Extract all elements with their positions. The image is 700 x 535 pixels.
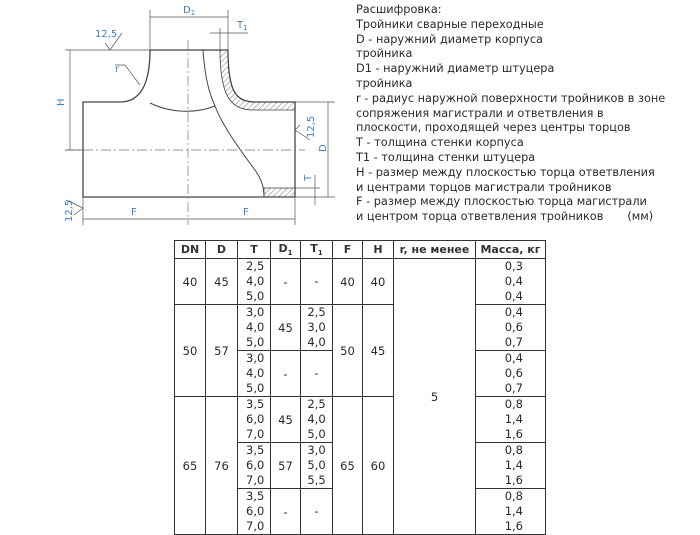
svg-text:D: D (318, 144, 329, 152)
cell-t (238, 489, 271, 535)
legend-line: H - размер между плоскостью торца ответвления (356, 165, 655, 179)
cell-mass-value: 0,7 (504, 381, 523, 395)
cell-t (238, 259, 271, 305)
cell-t-value: 5,0 (246, 381, 265, 395)
column-header: D (206, 241, 238, 259)
legend-line: тройника (356, 76, 413, 90)
column-header: $T_1$ (301, 241, 333, 259)
legend-text (356, 3, 665, 225)
cell-t1 (301, 351, 333, 397)
column-header: H (363, 241, 394, 259)
svg-text:r: r (115, 64, 120, 75)
cell-mass (476, 259, 546, 305)
cell-t (238, 397, 271, 443)
cell-mass-value: 1,4 (504, 412, 523, 426)
cell-t1-value: 4,0 (307, 412, 326, 426)
cell-t (238, 351, 271, 397)
cell-t-value: 3,0 (246, 305, 265, 319)
legend-line: D1 - наружний диаметр штуцера (356, 62, 555, 76)
legend-line: и центрами торцов магистрали тройников (356, 180, 612, 194)
cell-dn: 65 (175, 397, 206, 535)
legend-line: сопряжения магистрали и ответвления в (356, 106, 604, 120)
column-header: $D_1$ (271, 241, 301, 259)
cell-mass-value: 0,8 (504, 489, 523, 503)
cell-h: 40 (363, 259, 394, 305)
cell-t1-value: - (314, 366, 319, 380)
cell-t (238, 305, 271, 351)
cell-mass-value: 0,8 (504, 397, 523, 411)
cell-d1: - (271, 489, 301, 535)
column-header: F (333, 241, 363, 259)
cell-t1 (301, 259, 333, 305)
cell-t-value: 4,0 (246, 274, 265, 288)
cell-t1-value: 2,5 (307, 305, 326, 319)
cell-f: 40 (333, 259, 363, 305)
hatched-branch-wall (220, 50, 295, 110)
cell-f: 65 (333, 397, 363, 535)
cell-d1: 57 (271, 443, 301, 489)
legend-line-text: и центром торца ответвления тройников (356, 210, 604, 224)
cell-t-value: 7,0 (246, 473, 265, 487)
cell-d1: 45 (271, 305, 301, 351)
table-row (175, 259, 546, 305)
cell-dn: 40 (175, 259, 206, 305)
cell-mass-value: 0,4 (504, 305, 523, 319)
cell-t (238, 443, 271, 489)
svg-text:D1: $D_1$ (183, 5, 196, 17)
cell-t-value: 4,0 (246, 320, 265, 334)
svg-text:T: T (303, 174, 314, 181)
cell-t-value: 6,0 (246, 458, 265, 472)
table-row (175, 397, 546, 443)
svg-text:F: F (131, 207, 137, 218)
cell-d: 76 (206, 397, 238, 535)
cell-mass-value: 1,4 (504, 458, 523, 472)
cell-t-value: 3,5 (246, 443, 265, 457)
cell-mass-value: 1,4 (504, 504, 523, 518)
cell-t1-value: 4,0 (307, 335, 326, 349)
cell-t-value: 3,5 (246, 397, 265, 411)
column-header: r, не менее (394, 241, 476, 259)
svg-text:T1: $T_1$ (237, 20, 248, 32)
cell-t1 (301, 443, 333, 489)
cell-mass-value: 0,7 (504, 335, 523, 349)
cell-t-value: 7,0 (246, 427, 265, 441)
spec-table (174, 240, 546, 535)
legend-line: Расшифровка: (356, 3, 442, 16)
cell-d1: - (271, 351, 301, 397)
cell-mass-value: 0,6 (504, 366, 523, 380)
cell-h: 45 (363, 305, 394, 397)
cell-t-value: 6,0 (246, 504, 265, 518)
cell-d: 57 (206, 305, 238, 397)
cell-mass-value: 0,8 (504, 443, 523, 457)
cell-mass-value: 1,6 (504, 427, 523, 441)
cell-mass-value: 0,3 (504, 259, 523, 273)
cell-mass (476, 351, 546, 397)
legend-line: T - толщина стенки корпуса (356, 136, 524, 150)
cell-mass (476, 397, 546, 443)
legend-line: T1 - толщина стенки штуцера (356, 150, 536, 164)
legend-line: плоскости, проходящей через центры торцов (356, 121, 631, 135)
cell-dn: 50 (175, 305, 206, 397)
cell-t1-value: 5,0 (307, 458, 326, 472)
cell-t-value: 6,0 (246, 412, 265, 426)
cell-mass-value: 0,4 (504, 289, 523, 303)
cell-mass-value: 1,6 (504, 519, 523, 533)
cell-t1-value: - (314, 504, 319, 518)
cell-t-value: 4,0 (246, 366, 265, 380)
cell-t-value: 5,0 (246, 289, 265, 303)
cell-t1-value: 3,0 (307, 443, 326, 457)
cell-mass (476, 443, 546, 489)
legend-line: r - радиус наружной поверхности тройников в зоне (356, 91, 666, 105)
cell-t1 (301, 489, 333, 535)
legend-line: F - размер между плоскостью торца магистрали (356, 195, 647, 209)
cell-t-value: 7,0 (246, 519, 265, 533)
column-header: T (238, 241, 271, 259)
table-row (175, 305, 546, 351)
cell-t1-value: 3,0 (307, 320, 326, 334)
cell-mass (476, 489, 546, 535)
legend-line: D - наружний диаметр корпуса (356, 32, 543, 46)
cell-mass-value: 0,4 (504, 351, 523, 365)
cell-t-value: 2,5 (246, 259, 265, 273)
units-label: (мм) (627, 210, 654, 224)
svg-text:12,5: 12,5 (95, 29, 118, 40)
cell-h: 60 (363, 397, 394, 535)
cell-mass (476, 305, 546, 351)
legend-line (356, 210, 665, 225)
cell-t1-value: 5,5 (307, 473, 326, 487)
cell-f: 50 (333, 305, 363, 397)
legend-line: тройника (356, 47, 413, 61)
svg-text:12,5: 12,5 (306, 115, 317, 138)
cell-t1-value: 5,0 (307, 427, 326, 441)
cell-mass-value: 0,4 (504, 274, 523, 288)
cell-t-value: 5,0 (246, 335, 265, 349)
cell-t1 (301, 305, 333, 351)
cell-t-value: 3,5 (246, 489, 265, 503)
cell-d1: 45 (271, 397, 301, 443)
svg-text:F: F (243, 207, 249, 218)
column-header: DN (175, 241, 206, 259)
column-header: Масса, кг (476, 241, 546, 259)
svg-text:H: H (56, 98, 67, 106)
cell-r: 5 (394, 259, 476, 535)
legend-line: Тройники сварные переходные (356, 17, 544, 31)
cell-t-value: 3,0 (246, 351, 265, 365)
cell-mass-value: 0,6 (504, 320, 523, 334)
cell-t1-value: 2,5 (307, 397, 326, 411)
table-header (175, 241, 546, 259)
cell-t1 (301, 397, 333, 443)
tee-drawing (0, 0, 350, 240)
cell-mass-value: 1,6 (504, 473, 523, 487)
hatched-body-wall (264, 188, 295, 197)
cell-d: 45 (206, 259, 238, 305)
svg-text:12,5: 12,5 (64, 199, 75, 222)
cell-t1-value: - (314, 274, 319, 288)
cell-d1: - (271, 259, 301, 305)
